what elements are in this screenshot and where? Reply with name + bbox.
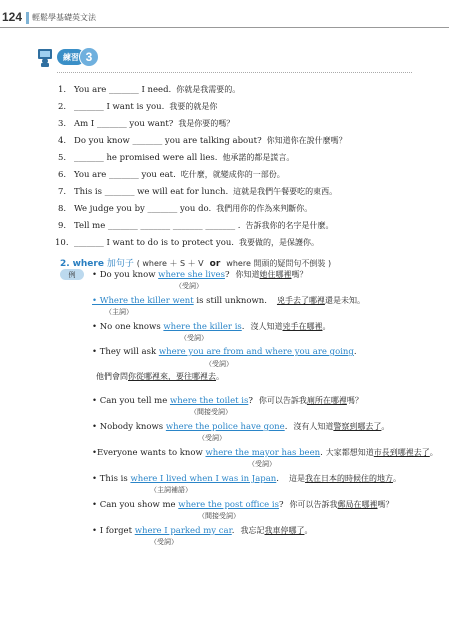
- badge-label: 練習: [57, 49, 85, 65]
- exercise-item: 7. This is _______ we will eat for lunch. 這就是我們午餐要吃的東西。: [58, 187, 338, 197]
- exercise-item: 3. Am I _______ you want? 我是你要的嗎？: [58, 119, 235, 129]
- grammar-note: （間接受詞）: [190, 408, 232, 416]
- example-line: • They will ask where you are from and where you are going.: [92, 347, 357, 357]
- page-number: 124: [2, 10, 23, 24]
- grammar-note: （間接受詞）: [198, 512, 240, 520]
- exercise-item: 5. _______ he promised were all lies. 他承諾的都是謊言。: [58, 153, 295, 163]
- grammar-note: （受詞）: [248, 460, 276, 468]
- exercise-item: 4. Do you know _______ you are talking about? 你知道你在說什麼嗎？: [58, 136, 347, 146]
- example-line: • Nobody knows where the police have gone. 沒有人知道警察到哪去了。: [92, 422, 390, 432]
- exercise-badge: [35, 47, 99, 67]
- exercise-item: 10. _______ I want to do is to protect you. 我要做的，是保護你。: [55, 238, 320, 248]
- example-line: • Can you show me where the post office is? 你可以告訴我郵局在哪裡嗎？: [92, 500, 394, 510]
- dotted-divider: [57, 72, 412, 73]
- example-line: • I forget where I parked my car. 我忘記我車停哪了。: [92, 526, 313, 536]
- example-line: •Everyone wants to know where the mayor has been. 大家都想知道市長到哪裡去了。: [92, 448, 438, 458]
- badge-number: 3: [79, 47, 99, 67]
- example-line: • Can you tell me where the toilet is? 你可以告訴我廁所在哪裡嗎？: [92, 396, 363, 406]
- grammar-note: （主詞）: [105, 308, 133, 316]
- example-tag: 例: [60, 269, 84, 280]
- grammar-note: （受詞）: [150, 538, 178, 546]
- example-line: • Where the killer went is still unknown. 兇手去了哪裡還是未知。: [92, 296, 365, 306]
- grammar-note: （受詞）: [198, 434, 226, 442]
- header-bar: [26, 12, 29, 24]
- grammar-note: （受詞）: [205, 360, 233, 368]
- example-line: • This is where I lived when I was in Japan. 這是我在日本的時候住的地方。: [92, 474, 401, 484]
- grammar-note: （主詞補語）: [150, 486, 192, 494]
- example-translation: 他們會問你從哪裡來，要往哪裡去。: [96, 372, 224, 381]
- teacher-board-icon: [35, 47, 55, 67]
- exercise-item: 8. We judge you by _______ you do. 我們用你的作為來判斷你。: [58, 204, 313, 214]
- exercise-item: 1. You are _______ I need. 你就是我需要的。: [58, 85, 241, 95]
- page-title: 輕鬆學基礎英文法: [32, 13, 96, 22]
- example-line: • No one knows where the killer is. 沒人知道兇手在哪裡。: [92, 322, 331, 332]
- grammar-note: （受詞）: [180, 334, 208, 342]
- header-rule: [0, 27, 449, 28]
- example-line: • Do you know where she lives? 你知道她住哪裡嗎？: [92, 270, 308, 280]
- section-heading: 2. where 加句子 ( where ＋ S ＋ V or where 開頭的疑問句不倒裝 ): [60, 259, 332, 269]
- exercise-item: 2. _______ I want is you. 我要的就是你: [58, 102, 218, 112]
- exercise-item: 6. You are _______ you eat. 吃什麼，就變成你的一部份。: [58, 170, 285, 180]
- exercise-item: 9. Tell me _______ _______ _______ _______ . 告訴我你的名字是什麼。: [58, 221, 334, 231]
- grammar-note: （受詞）: [175, 282, 203, 290]
